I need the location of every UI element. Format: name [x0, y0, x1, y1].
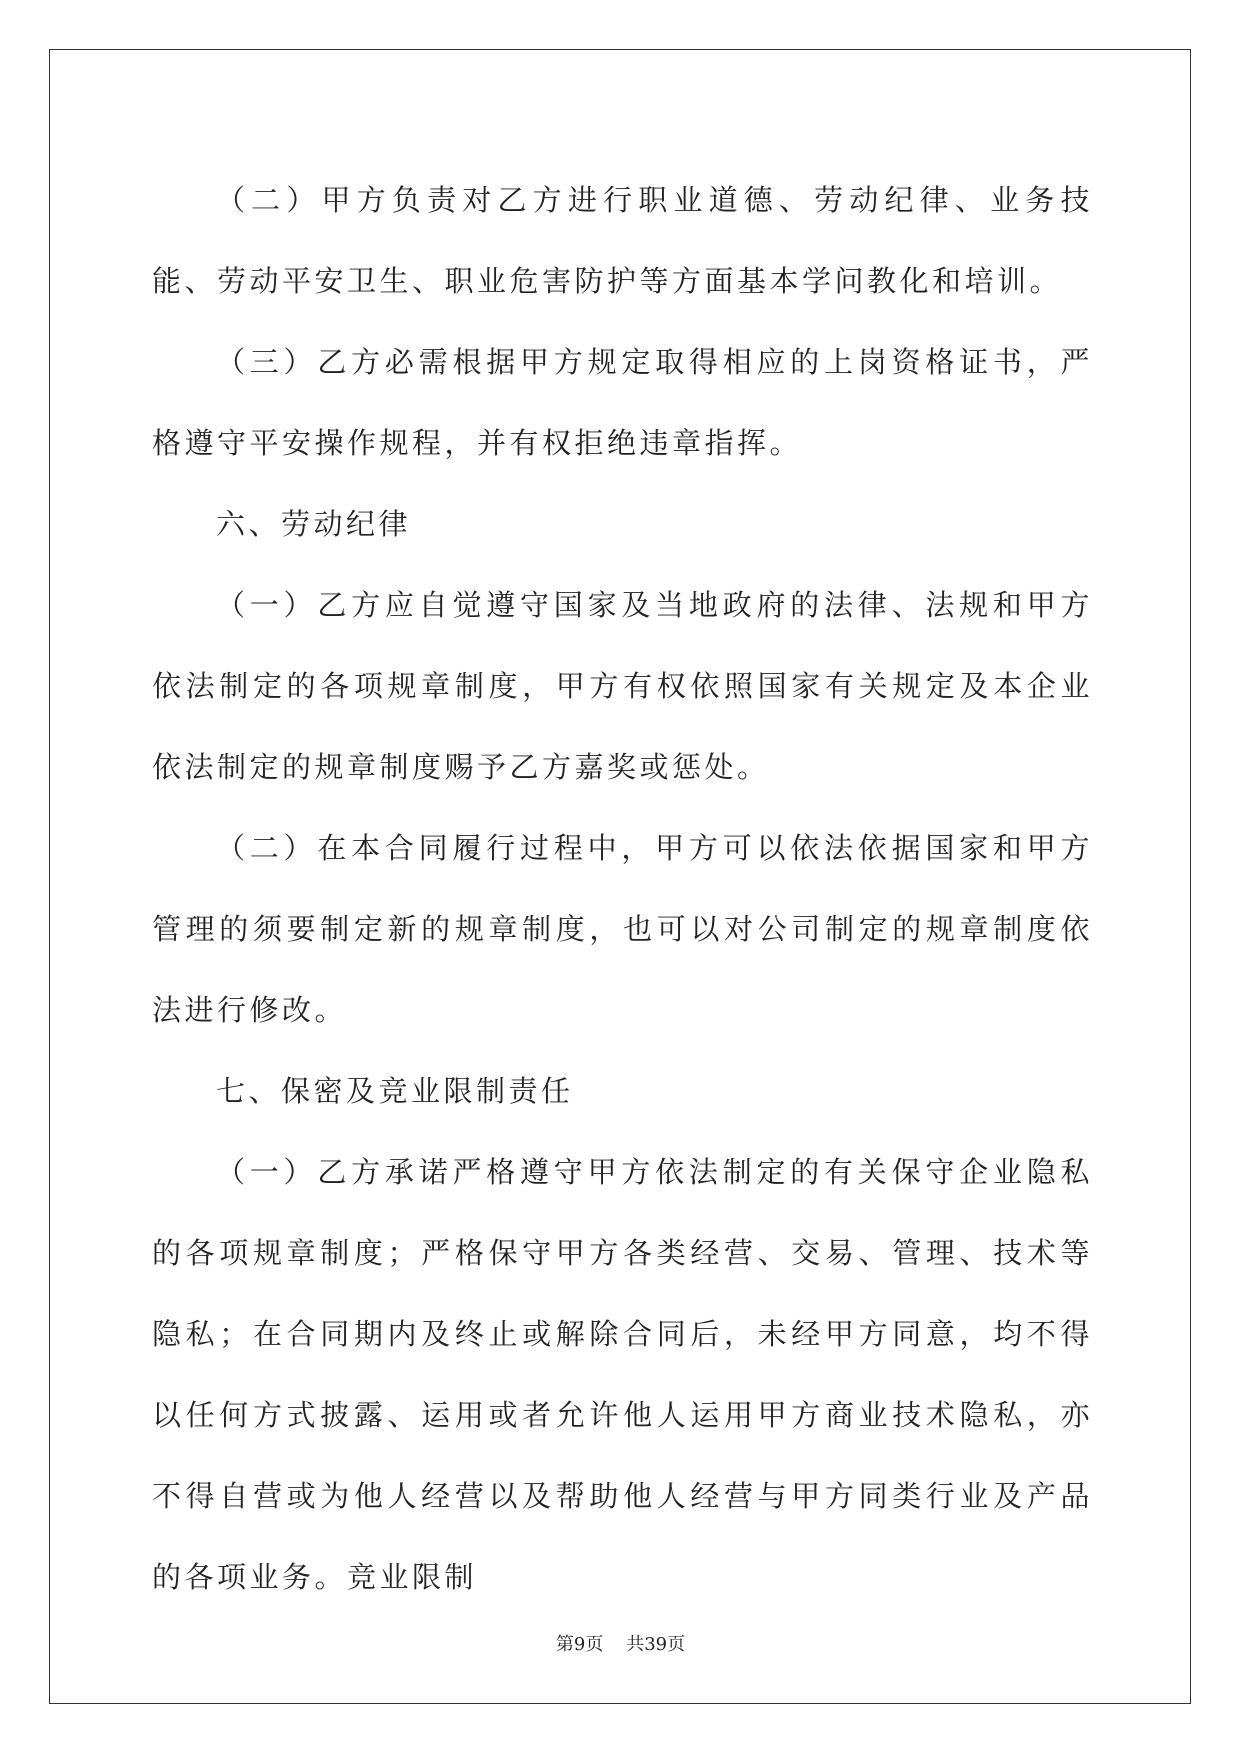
total-label-prefix: 共 — [626, 1634, 645, 1655]
total-pages: 39 — [644, 1634, 668, 1655]
total-label-suffix: 页 — [667, 1634, 686, 1655]
page-number: 9 — [573, 1634, 586, 1655]
paragraph-rules-compliance: （一）乙方应自觉遵守国家及当地政府的法律、法规和甲方依法制定的各项规章制度，甲方有权依照国家有关规定及本企业依法制定的规章制度赐予乙方嘉奖或惩处。 — [152, 588, 1093, 784]
paragraph-certificate: （三）乙方必需根据甲方规定取得相应的上岗资格证书，严格遵守平安操作规程，并有权拒绝违章指挥。 — [152, 345, 1093, 460]
paragraph-new-rules: （二）在本合同履行过程中，甲方可以依法依据国家和甲方管理的须要制定新的规章制度，也可以对公司制定的规章制度依法进行修改。 — [152, 831, 1093, 1027]
page-label-prefix: 第 — [555, 1634, 574, 1655]
section-heading-confidentiality: 七、保密及竞业限制责任 — [216, 1074, 574, 1108]
section-heading-labor-discipline: 六、劳动纪律 — [216, 507, 412, 541]
paragraph-training: （二）甲方负责对乙方进行职业道德、劳动纪律、业务技能、劳动平安卫生、职业危害防护等方面基本学问教化和培训。 — [152, 183, 1093, 298]
paragraph-confidentiality: （一）乙方承诺严格遵守甲方依法制定的有关保守企业隐私的各项规章制度；严格保守甲方各类经营、交易、管理、技术等隐私；在合同期内及终止或解除合同后，未经甲方同意，均不得以任何方式披露、运用或者允许他人运用甲方商业技术隐私，亦不得自营或为他人经营以及帮助他人经营与甲方同类行业及产品的各项业务。竞业限制 — [152, 1155, 1093, 1594]
document-body — [152, 160, 1093, 1618]
page-footer — [0, 1630, 1241, 1656]
page-label-suffix: 页 — [585, 1634, 604, 1655]
